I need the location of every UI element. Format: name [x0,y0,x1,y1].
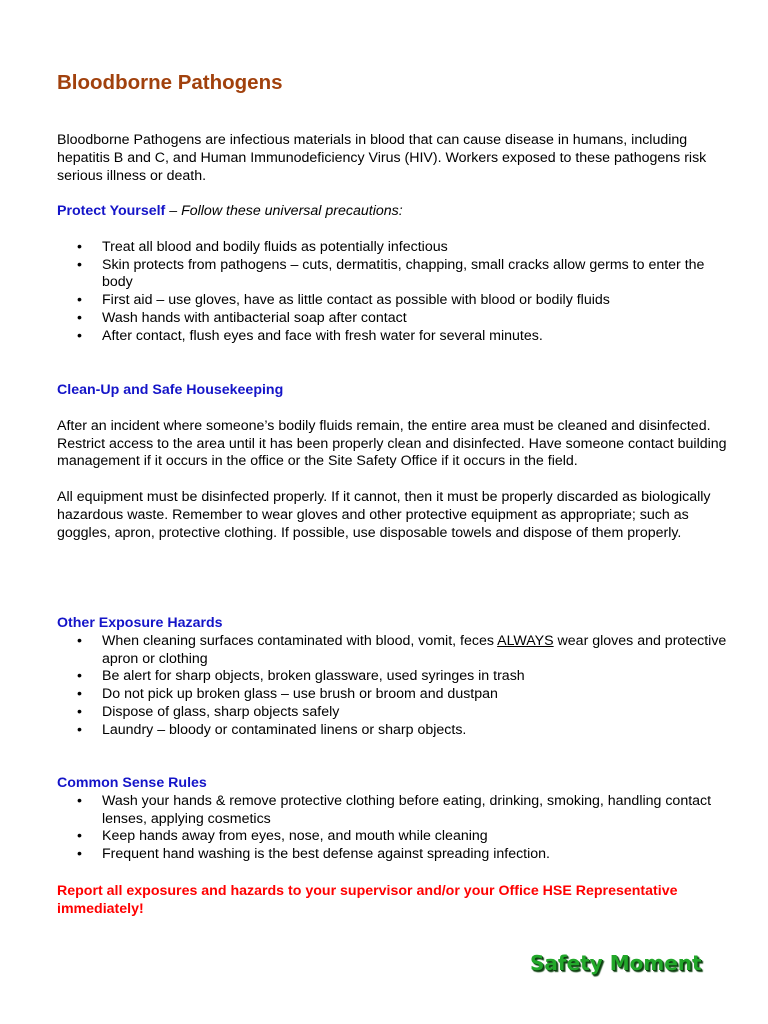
cleanup-heading: Clean-Up and Safe Housekeeping [57,382,284,398]
bullet-icon: • [77,703,82,720]
exposure-list [57,633,737,740]
bullet-icon: • [77,256,82,273]
bullet-icon: • [77,846,82,863]
list-item [57,257,737,293]
list-item [57,633,737,669]
list-item-text: Wash hands with antibacterial soap after contact [102,309,407,326]
bullet-icon: • [77,309,82,326]
list-item-text: Frequent hand washing is the best defense against spreading infection. [102,846,550,863]
bullet-icon: • [77,238,82,255]
protect-subheading: Follow these universal precautions: [181,203,403,219]
common-sense-heading: Common Sense Rules [57,775,207,791]
exposure-heading: Other Exposure Hazards [57,615,223,631]
common-sense-section [57,775,737,864]
bullet-icon: • [77,292,82,309]
exposure-section [57,615,737,740]
list-item-text: Wash your hands & remove protective clothing before eating, drinking, smoking, handling contact lenses, applying cosmetics [102,792,712,827]
list-item-text: Keep hands away from eyes, nose, and mouth while cleaning [102,828,488,845]
page-title: Bloodborne Pathogens [57,71,283,94]
protect-heading: Protect Yourself [57,203,166,219]
list-item-text: Skin protects from pathogens – cuts, dermatitis, chapping, small cracks allow germs to enter the body [102,256,705,291]
list-item-text: wear gloves and protective apron or clothing [102,632,727,667]
list-item [57,292,737,310]
list-item [57,668,737,686]
list-item [57,722,737,740]
protect-list [57,239,737,346]
list-item-text: When cleaning surfaces contaminated with blood, vomit, feces [102,632,498,649]
list-item-text: Do not pick up broken glass – use brush or broom and dustpan [102,686,498,703]
list-item [57,328,737,346]
list-item [57,686,737,704]
list-item-text: Laundry – bloody or contaminated linens or sharp objects. [102,721,467,738]
bullet-icon: • [77,686,82,703]
bullet-icon: • [77,668,82,685]
intro-paragraph: Bloodborne Pathogens are infectious materials in blood that can cause disease in humans, including hepatitis B and C, and Human Immunodeficiency Virus (HIV). Workers exposed to these pathogens risk serious illness or death. [57,132,707,184]
bullet-icon: • [77,828,82,845]
safety-moment-badge: Safety Moment [530,951,702,975]
list-item [57,846,737,864]
list-item-text: Be alert for sharp objects, broken glassware, used syringes in trash [102,668,525,685]
cleanup-section [57,382,737,543]
list-item-text: After contact, flush eyes and face with fresh water for several minutes. [102,327,543,344]
list-item [57,793,737,829]
common-sense-list [57,793,737,864]
protect-heading-line [57,203,737,221]
bullet-icon: • [77,792,82,809]
list-item [57,828,737,846]
warning-section [57,883,737,919]
list-item-text: Treat all blood and bodily fluids as potentially infectious [102,238,448,255]
cleanup-paragraph-1: After an incident where someone’s bodily fluids remain, the entire area must be cleaned and disinfected. Restrict access to the area until it has been properly clean and disinfected. Have someone contact building management if it occurs in the office or the Site Safety Office if it occurs in the field. [57,417,727,470]
list-item-text: Dispose of glass, sharp objects safely [102,703,340,720]
intro-section [57,132,737,185]
list-item-text: First aid – use gloves, have as little contact as possible with blood or bodily fluids [102,292,610,309]
always-emphasis: ALWAYS [497,632,554,649]
bullet-icon: • [77,327,82,344]
list-item [57,239,737,257]
protect-dash: – [165,203,182,219]
list-item [57,310,737,328]
protect-section [57,203,737,346]
bullet-icon: • [77,632,82,649]
cleanup-paragraph-2: All equipment must be disinfected properly. If it cannot, then it must be properly discarded as biologically hazardous waste. Remember to wear gloves and other protective equipment as appropriate; such as goggles, apron, protective clothing. If possible, use disposable towels and dispose of them properly. [57,489,711,541]
list-item [57,704,737,722]
report-warning: Report all exposures and hazards to your supervisor and/or your Office HSE Representative immediately! [57,883,678,917]
bullet-icon: • [77,721,82,738]
